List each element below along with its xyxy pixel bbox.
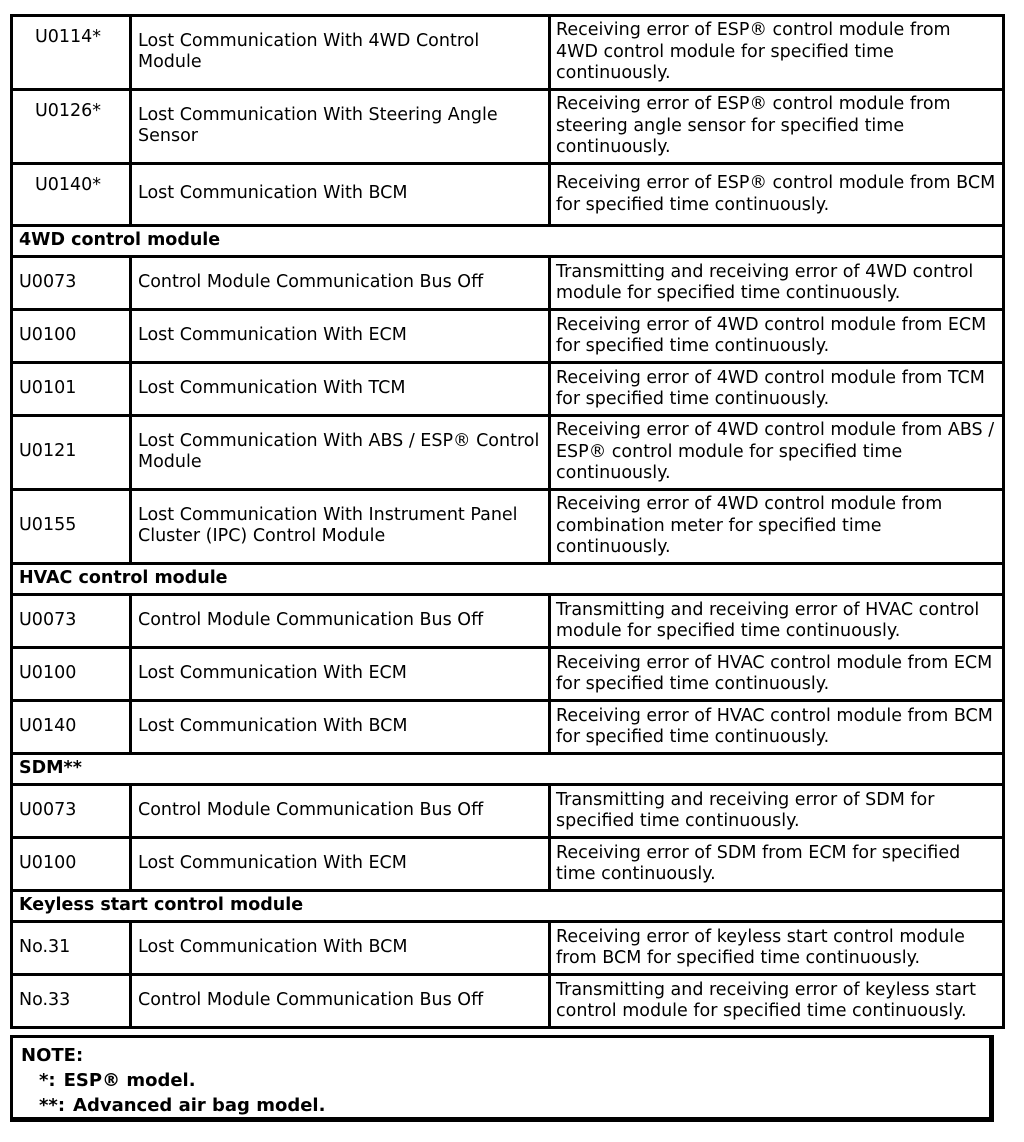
dtc-name: Lost Communication With ABS / ESP® Control Module bbox=[131, 416, 550, 490]
note-item bbox=[21, 1068, 989, 1093]
dtc-name: Lost Communication With BCM bbox=[131, 164, 550, 226]
dtc-condition: Transmitting and receiving error of SDM for specified time continuously. bbox=[550, 785, 1004, 838]
table-row bbox=[12, 648, 1004, 701]
dtc-name: Lost Communication With TCM bbox=[131, 363, 550, 416]
dtc-table-body bbox=[12, 16, 1004, 1028]
section-title: HVAC control module bbox=[12, 564, 1004, 595]
dtc-condition: Transmitting and receiving error of 4WD control module for specified time continuously. bbox=[550, 257, 1004, 310]
note-box bbox=[10, 1035, 994, 1122]
note-item bbox=[21, 1093, 989, 1118]
dtc-condition: Receiving error of ESP® control module from steering angle sensor for specified time continuously. bbox=[550, 90, 1004, 164]
dtc-condition: Receiving error of HVAC control module from ECM for specified time continuously. bbox=[550, 648, 1004, 701]
dtc-name: Lost Communication With ECM bbox=[131, 648, 550, 701]
dtc-code: U0100 bbox=[12, 648, 131, 701]
note-text: ESP® model. bbox=[63, 1070, 196, 1091]
dtc-condition: Receiving error of keyless start control module from BCM for specified time continuously. bbox=[550, 922, 1004, 975]
table-row bbox=[12, 701, 1004, 754]
section-title: 4WD control module bbox=[12, 226, 1004, 257]
note-text: Advanced air bag model. bbox=[73, 1095, 326, 1116]
dtc-name: Control Module Communication Bus Off bbox=[131, 595, 550, 648]
note-marker: *: bbox=[39, 1070, 56, 1091]
dtc-code: No.31 bbox=[12, 922, 131, 975]
dtc-condition: Receiving error of SDM from ECM for specified time continuously. bbox=[550, 838, 1004, 891]
note-marker: **: bbox=[39, 1095, 66, 1116]
dtc-code: U0114* bbox=[12, 16, 131, 90]
table-row bbox=[12, 595, 1004, 648]
table-row bbox=[12, 310, 1004, 363]
dtc-name: Lost Communication With BCM bbox=[131, 701, 550, 754]
dtc-code: U0121 bbox=[12, 416, 131, 490]
table-row bbox=[12, 16, 1004, 90]
dtc-name: Lost Communication With Instrument Panel Cluster (IPC) Control Module bbox=[131, 490, 550, 564]
dtc-code: U0100 bbox=[12, 838, 131, 891]
dtc-code: No.33 bbox=[12, 975, 131, 1028]
table-row bbox=[12, 164, 1004, 226]
section-title: SDM** bbox=[12, 754, 1004, 785]
table-row bbox=[12, 416, 1004, 490]
dtc-code: U0101 bbox=[12, 363, 131, 416]
dtc-code: U0100 bbox=[12, 310, 131, 363]
dtc-condition: Receiving error of ESP® control module from 4WD control module for specified time continuously. bbox=[550, 16, 1004, 90]
dtc-code: U0155 bbox=[12, 490, 131, 564]
table-row bbox=[12, 922, 1004, 975]
table-row bbox=[12, 975, 1004, 1028]
dtc-condition: Transmitting and receiving error of HVAC control module for specified time continuously. bbox=[550, 595, 1004, 648]
dtc-condition: Receiving error of 4WD control module from combination meter for specified time continuously. bbox=[550, 490, 1004, 564]
section-header-row bbox=[12, 891, 1004, 922]
dtc-code: U0140 bbox=[12, 701, 131, 754]
dtc-code: U0140* bbox=[12, 164, 131, 226]
dtc-name: Lost Communication With ECM bbox=[131, 838, 550, 891]
dtc-code: U0073 bbox=[12, 595, 131, 648]
dtc-name: Control Module Communication Bus Off bbox=[131, 975, 550, 1028]
dtc-condition: Receiving error of 4WD control module from ABS / ESP® control module for specified time continuously. bbox=[550, 416, 1004, 490]
dtc-name: Control Module Communication Bus Off bbox=[131, 785, 550, 838]
table-row bbox=[12, 785, 1004, 838]
table-row bbox=[12, 490, 1004, 564]
dtc-name: Lost Communication With BCM bbox=[131, 922, 550, 975]
dtc-condition: Receiving error of 4WD control module from TCM for specified time continuously. bbox=[550, 363, 1004, 416]
dtc-name: Control Module Communication Bus Off bbox=[131, 257, 550, 310]
dtc-name: Lost Communication With Steering Angle Sensor bbox=[131, 90, 550, 164]
dtc-condition: Transmitting and receiving error of keyless start control module for specified time continuously. bbox=[550, 975, 1004, 1028]
dtc-condition: Receiving error of HVAC control module from BCM for specified time continuously. bbox=[550, 701, 1004, 754]
table-row bbox=[12, 90, 1004, 164]
table-row bbox=[12, 257, 1004, 310]
table-row bbox=[12, 363, 1004, 416]
dtc-name: Lost Communication With 4WD Control Module bbox=[131, 16, 550, 90]
table-row bbox=[12, 838, 1004, 891]
section-header-row bbox=[12, 226, 1004, 257]
dtc-condition: Receiving error of 4WD control module from ECM for specified time continuously. bbox=[550, 310, 1004, 363]
note-heading: NOTE: bbox=[21, 1045, 84, 1066]
dtc-name: Lost Communication With ECM bbox=[131, 310, 550, 363]
section-header-row bbox=[12, 754, 1004, 785]
dtc-table bbox=[10, 14, 1005, 1029]
dtc-code: U0073 bbox=[12, 785, 131, 838]
section-header-row bbox=[12, 564, 1004, 595]
dtc-condition: Receiving error of ESP® control module from BCM for specified time continuously. bbox=[550, 164, 1004, 226]
dtc-code: U0073 bbox=[12, 257, 131, 310]
section-title: Keyless start control module bbox=[12, 891, 1004, 922]
dtc-code: U0126* bbox=[12, 90, 131, 164]
